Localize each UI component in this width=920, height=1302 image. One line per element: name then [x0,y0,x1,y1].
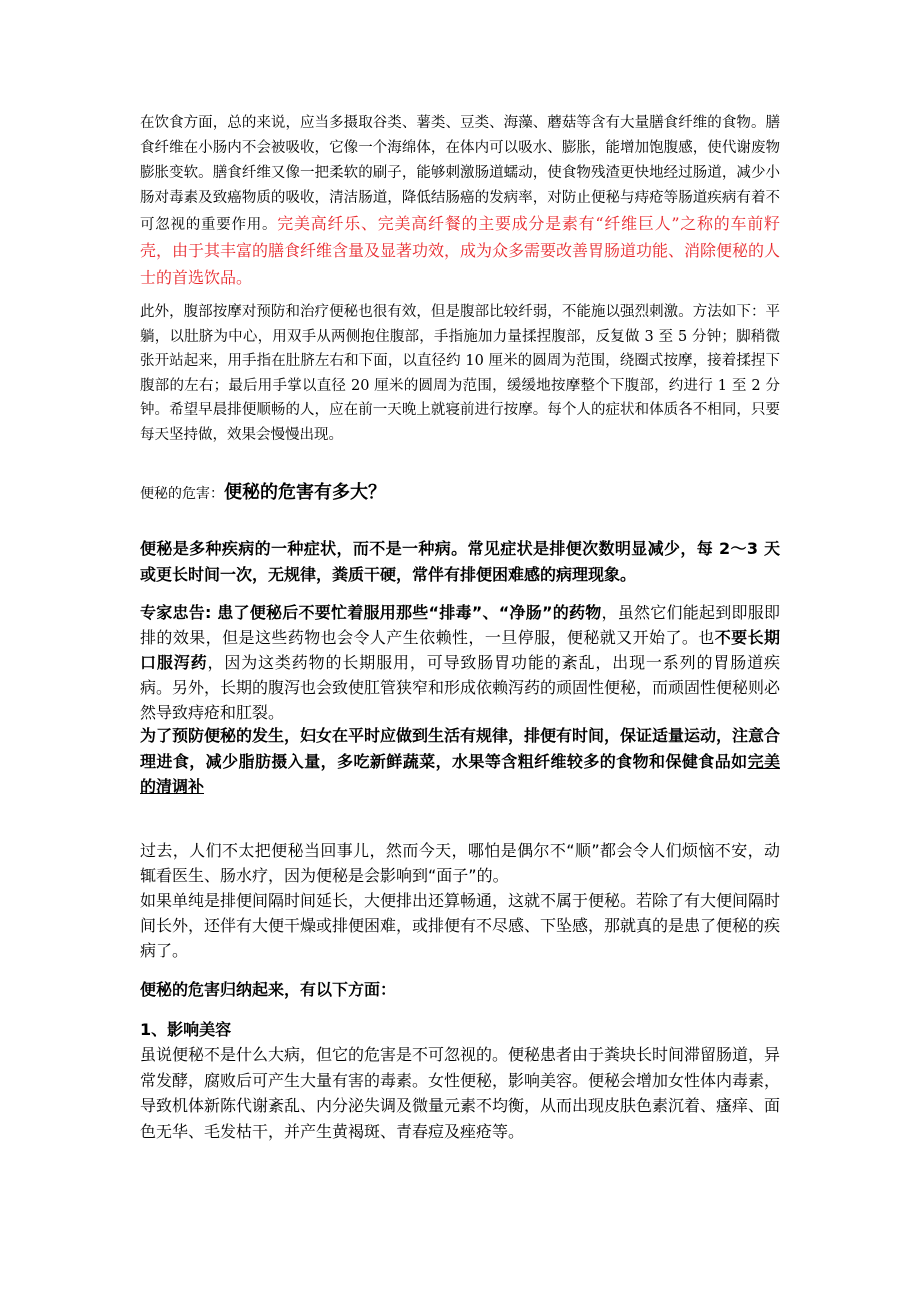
expert-advice-bold-1: 专家忠告: 患了便秘后不要忙着服用那些“排毒”、“净肠”的药物 [140,603,602,622]
paragraph-expert-advice [140,600,780,725]
list-heading-beauty: 1、影响美容 [140,1020,232,1039]
section-heading-prefix: 便秘的危害： [140,486,224,502]
section-heading-title: 便秘的危害有多大？ [224,482,386,503]
product-highlight-text: 完美高纤乐、完美高纤餐的主要成分是素有“纤维巨人”之称的车前籽壳，由于其丰富的膳食纤维含量及显著功效，成为众多需要改善胃肠道功能、消除便秘的人士的首选饮品。 [140,214,781,287]
paragraph-prevention [140,723,780,800]
expert-advice-text-2: ，因为这类药物的长期服用，可导致肠胃功能的紊乱，出现一系列的胃肠道疾病。另外，长期的腹泻也会致使肛管狭窄和形成依赖泻药的顽固性便秘，而顽固性便秘则必然导致痔疮和肛裂。 [140,653,781,722]
paragraph-definition-criteria: 如果单纯是排便间隔时间延长，大便排出还算畅通，这就不属于便秘。若除了有大便间隔时间长外，还伴有大便干燥或排便困难，或排便有不尽感、下坠感，那就真的是患了便秘的疾病了。 [140,891,781,960]
paragraph-diet-fiber-text: 在饮食方面，总的来说，应当多摄取谷类、薯类、豆类、海藻、蘑菇等含有大量膳食纤维的食物。膳食纤维在小肠内不会被吸收，它像一个海绵体，在体内可以吸水、膨胀，能增加饱腹感，使代谢废物膨胀变软。膳食纤维又像一把柔软的刷子，能够刺激肠道蠕动，使食物残渣更快地经过肠道，减少小肠对毒素及致癌物质的吸收，清洁肠道，降低结肠癌的发病率，对防止便秘与痔疮等肠道疾病有着不可忽视的重要作用。 [140,115,780,233]
product-link[interactable]: 完美的清调补 [140,751,780,796]
section-heading [140,480,386,507]
expert-advice-bold-2: 不要长期口服泻药 [140,628,780,672]
paragraph-diet-fiber [140,111,780,292]
paragraph-abdominal-massage: 此外，腹部按摩对预防和治疗便秘也很有效，但是腹部比较纤弱，不能施以强烈刺激。方法如下：平躺，以肚脐为中心，用双手从两侧抱住腹部，手指施加力量揉捏腹部，反复做 3 至 5 分钟；脚稍微张开站起来，用手指在肚脐左右和下面，以直径约 10 厘米的圆周为范围，绕圈式按摩，接着揉捏下腹部的左右；最后用手掌以直径 20 厘米的圆周为范围，缓缓地按摩整个下腹部，约进行 1 至 2 分钟。希望早晨排便顺畅的人，应在前一天晚上就寝前进行按摩。每个人的症状和体质各不相同，只要每天坚持做，效果会慢慢出现。 [140,304,780,443]
paragraph-past-attitude: 过去，人们不太把便秘当回事儿，然而今天，哪怕是偶尔不“顺”都会令人们烦恼不安，动辄看医生、肠水疗，因为便秘是会影响到“面子”的。 [140,841,780,885]
expert-advice-text-1: ，虽然它们能起到即服即排的效果，但是这些药物也会令人产生依赖性，一旦停服，便秘就又开始了。也 [140,603,780,647]
prevention-text: 为了预防便秘的发生，妇女在平时应做到生活有规律，排便有时间，保证适量运动，注意合理进食，减少脂肪摄入量，多吃新鲜蔬菜，水果等含粗纤维较多的食物和保健食品如 [140,726,781,771]
paragraph-constipation-definition: 便秘是多种疾病的一种症状，而不是一种病。常见症状是排便次数明显减少，每 2～3 天或更长时间一次，无规律，粪质干硬，常伴有排便困难感的病理现象。 [140,539,780,584]
paragraph-beauty-effects: 虽说便秘不是什么大病，但它的危害是不可忽视的。便秘患者由于粪块长时间滞留肠道，异常发酵，腐败后可产生大量有害的毒素。女性便秘，影响美容。便秘会增加女性体内毒素，导致机体新陈代谢紊乱、内分泌失调及微量元素不均衡，从而出现皮肤色素沉着、瘙痒、面色无华、毛发枯干，并产生黄褐斑、青春痘及痤疮等。 [140,1045,781,1141]
paragraph-harms-summary-heading: 便秘的危害归纳起来，有以下方面： [140,980,397,999]
